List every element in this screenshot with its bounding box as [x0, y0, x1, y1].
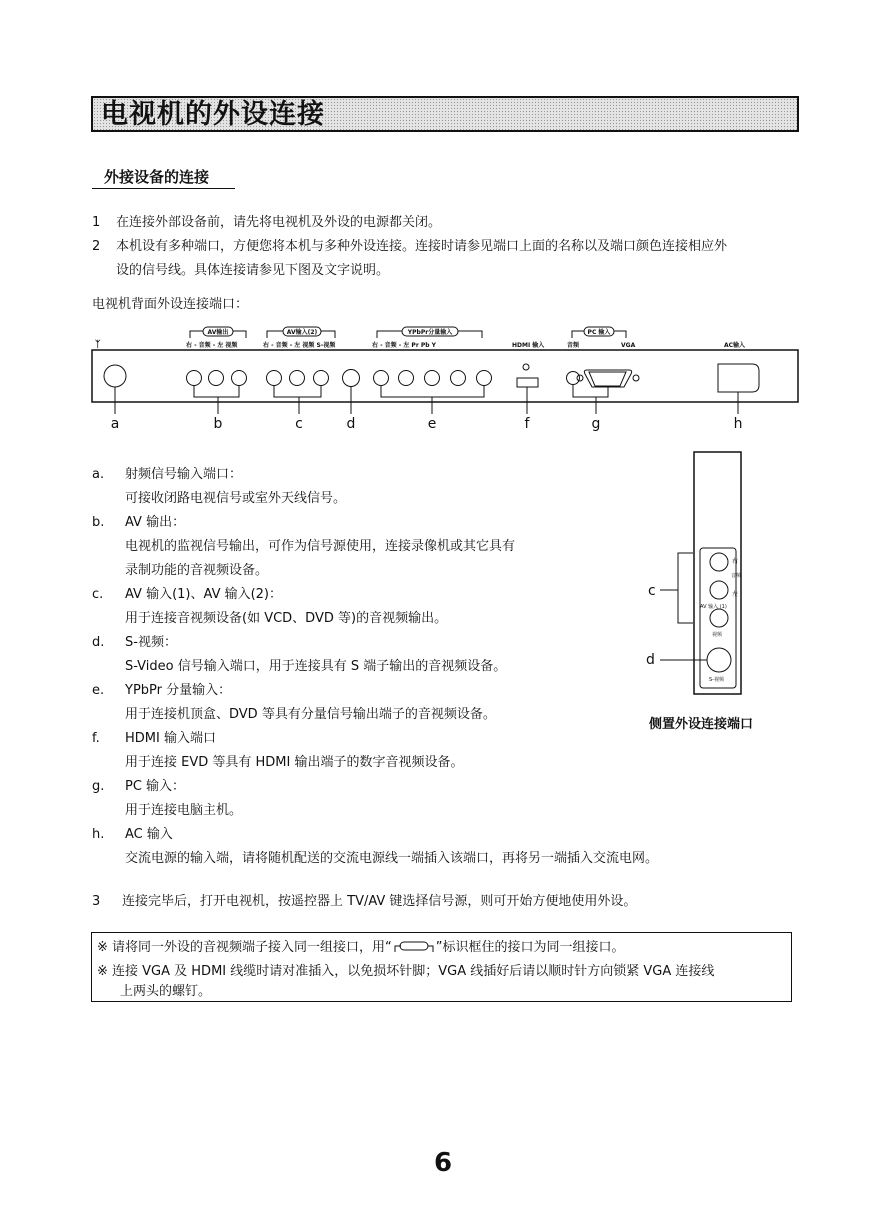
note-2-line-2: 上两头的螺钉。	[120, 984, 212, 999]
pc-audio-port	[567, 372, 580, 385]
letter-a: a	[110, 416, 120, 432]
av-out-video-port	[232, 371, 247, 386]
av-in2-port-labels: 右 - 音频 - 左 视频 S-视频	[263, 342, 336, 349]
section-underline	[92, 188, 235, 189]
desc-b-text-1: 电视机的监视信号输出，可作为信号源使用，连接录像机或其它具有	[125, 539, 516, 554]
side-label-left: 左	[732, 591, 739, 598]
ypbpr-port-labels: 右 - 音频 - 左 Pr Pb Y	[372, 342, 436, 349]
letter-b: b	[213, 416, 223, 432]
av-in2-left-port	[290, 371, 305, 386]
side-label-right: 右	[732, 558, 739, 565]
intro-item-1: 在连接外部设备前，请先将电视机及外设的电源都关闭。	[116, 215, 442, 230]
vga-screw-right	[633, 375, 639, 381]
av-in2-right-port	[267, 371, 282, 386]
av-out-left-port	[209, 371, 224, 386]
note-1-start: ※ 请将同一外设的音视频端子接入同一组接口，用“	[97, 940, 392, 955]
desc-f-name: HDMI 输入端口	[125, 731, 216, 746]
side-audio-right-port	[710, 553, 728, 571]
side-panel-diagram	[636, 450, 770, 696]
desc-b-name: AV 输出：	[125, 515, 186, 530]
desc-e-name: YPbPr 分量输入：	[125, 683, 232, 698]
side-label-video: 视频	[712, 632, 723, 638]
letter-e: e	[427, 416, 437, 432]
desc-a-name: 射频信号输入端口：	[125, 467, 243, 482]
hdmi-indicator	[523, 364, 529, 370]
desc-h-text: 交流电源的输入端，请将随机配送的交流电源线一端插入该端口，再将另一端插入交流电网。	[125, 851, 659, 866]
side-letter-d: d	[646, 652, 655, 668]
title-bar	[91, 96, 799, 132]
y-port	[477, 371, 492, 386]
desc-f-letter: f.	[92, 731, 100, 746]
desc-c-text: 用于连接音视频设备(如 VCD、DVD 等)的音视频输出。	[125, 611, 448, 626]
desc-e-text: 用于连接机顶盒、DVD 等具有分量信号输出端子的音视频设备。	[125, 707, 496, 722]
side-video-port	[710, 609, 728, 627]
av-in2-video-port	[314, 371, 329, 386]
desc-b-letter: b.	[92, 515, 105, 530]
pr-port	[425, 371, 440, 386]
antenna-port	[104, 365, 126, 387]
step-3-number: 3	[92, 894, 101, 909]
desc-h-letter: h.	[92, 827, 105, 842]
svideo-port	[343, 370, 360, 387]
pc-audio-port-label: 音频	[567, 342, 580, 349]
side-svideo-port	[707, 648, 731, 672]
letter-f: f	[524, 416, 530, 432]
desc-c-letter: c.	[92, 587, 104, 602]
av-out-right-port	[187, 371, 202, 386]
back-panel-diagram	[90, 322, 810, 434]
pb-port	[451, 371, 466, 386]
av-in2-label: AV输入(2)	[286, 329, 318, 336]
desc-d-name: S-视频：	[125, 635, 177, 650]
vga-port-inner	[589, 372, 626, 386]
ypbpr-right-port	[374, 371, 389, 386]
letter-c: c	[295, 416, 303, 432]
side-panel-caption: 侧置外设连接端口	[649, 717, 754, 732]
desc-g-name: PC 输入：	[125, 779, 186, 794]
ypbpr-label: YPbPr分量输入	[407, 329, 453, 336]
side-label-audio: 音频	[731, 573, 742, 579]
letter-g: g	[591, 416, 601, 432]
page-title: 电视机的外设连接	[101, 99, 325, 130]
hdmi-port	[517, 378, 538, 387]
desc-d-text: S-Video 信号输入端口，用于连接具有 S 端子输出的音视频设备。	[125, 659, 507, 674]
desc-g-text: 用于连接电脑主机。	[125, 803, 243, 818]
desc-e-letter: e.	[92, 683, 105, 698]
av-out-label: AV输出	[207, 329, 229, 336]
side-label-av-in1: AV 输入 (1)	[700, 604, 727, 610]
av-out-port-labels: 右 - 音频 - 左 视频	[186, 342, 238, 349]
letter-d: d	[346, 416, 356, 432]
intro-item-2-line-1: 本机设有多种端口，方便您将本机与多种外设连接。连接时请参见端口上面的名称以及端口颜色连接相应外	[116, 239, 728, 254]
desc-g-letter: g.	[92, 779, 105, 794]
hdmi-port-label: HDMI 输入	[512, 342, 545, 349]
section-title: 外接设备的连接	[104, 168, 210, 186]
back-panel-caption: 电视机背面外设连接端口：	[92, 297, 249, 312]
intro-item-2-number: 2	[92, 239, 101, 254]
desc-f-text: 用于连接 EVD 等具有 HDMI 输出端子的数字音视频设备。	[125, 755, 464, 770]
pc-input-label: PC 输入	[587, 329, 611, 336]
intro-item-1-number: 1	[92, 215, 101, 230]
desc-a-letter: a.	[92, 467, 105, 482]
group-bracket-icon	[392, 941, 436, 953]
side-letter-c: c	[648, 583, 656, 599]
note-2-line-1: ※ 连接 VGA 及 HDMI 线缆时请对准插入，以免损坏针脚；VGA 线插好后请以顺时针方向锁紧 VGA 连接线	[97, 964, 715, 979]
note-1-end: ”标识框住的接口为同一组接口。	[435, 940, 625, 955]
panel-outline	[92, 350, 798, 402]
desc-h-name: AC 输入	[125, 827, 173, 842]
ac-port-label: AC输入	[724, 342, 746, 349]
intro-item-2-line-2: 设的信号线。具体连接请参见下图及文字说明。	[116, 263, 390, 278]
ypbpr-left-port	[399, 371, 414, 386]
desc-c-name: AV 输入(1)、AV 输入(2)：	[125, 587, 283, 602]
note-1	[97, 939, 625, 957]
step-3-text: 连接完毕后，打开电视机，按遥控器上 TV/AV 键选择信号源，则可开始方便地使用外设。	[122, 894, 637, 909]
notes-box	[91, 932, 792, 1002]
desc-d-letter: d.	[92, 635, 105, 650]
letter-h: h	[733, 416, 743, 432]
desc-a-text: 可接收闭路电视信号或室外天线信号。	[125, 491, 347, 506]
vga-port-label: VGA	[621, 342, 636, 349]
page-number: 6	[434, 1148, 453, 1178]
desc-b-text-2: 录制功能的音视频设备。	[125, 563, 269, 578]
side-label-svideo: S-视频	[709, 677, 724, 683]
side-audio-left-port	[710, 581, 728, 599]
antenna-icon: ᛉ	[95, 340, 101, 350]
ac-port	[718, 364, 759, 392]
